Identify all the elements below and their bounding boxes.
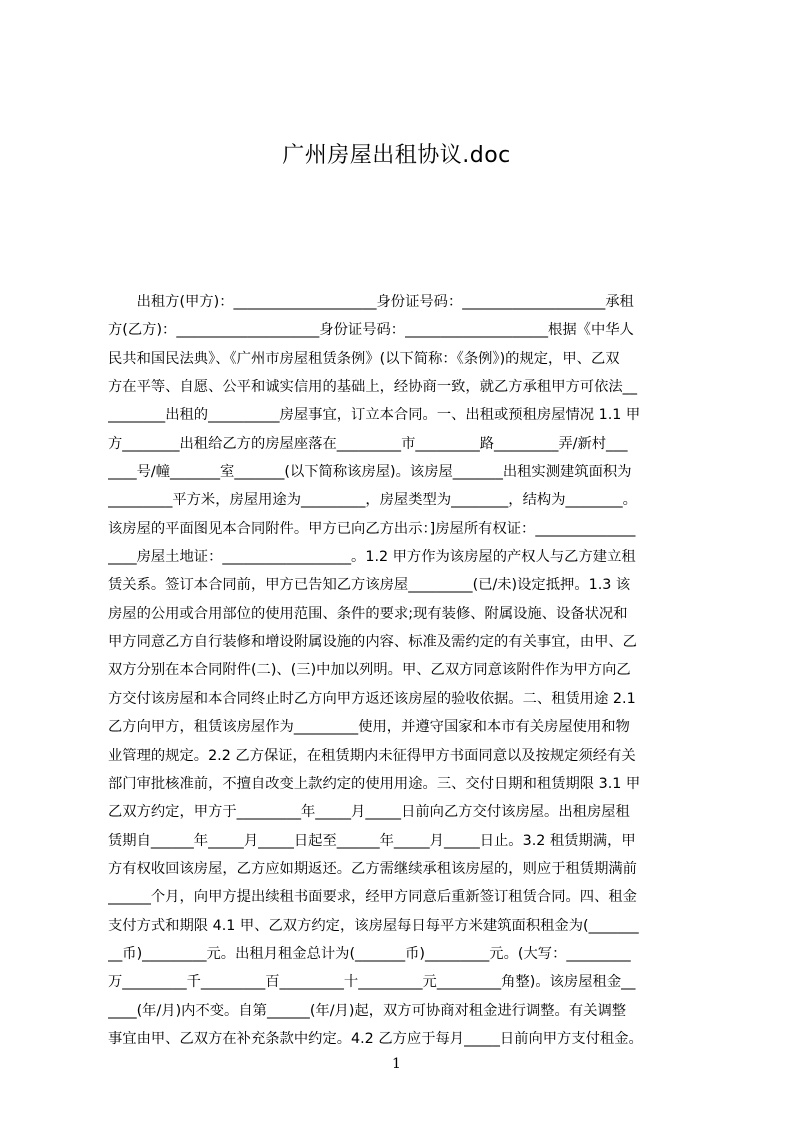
body-line: ____(年/月)内不变。自第______(年/月)起，双方可协商对租金进行调整。有关调整 bbox=[108, 1002, 627, 1019]
body-line: 双方分别在本合同附件(二)、(三)中加以列明。甲、乙双方同意该附件作为甲方向乙 bbox=[108, 662, 631, 679]
body-line: 万_________千_________百_________十_________元_________角整)。该房屋租金__ bbox=[108, 974, 636, 991]
body-line: ____房屋土地证：__________________。1.2 甲方作为该房屋的产权人与乙方建立租 bbox=[108, 549, 636, 566]
body-line: 民共和国民法典》、《广州市房屋租赁条例》(以下简称：《条例》)的规定，甲、乙双 bbox=[108, 350, 620, 367]
body-line: ____号/幢_______室_______(以下简称该房屋)。该房屋_______出租实测建筑面积为 bbox=[108, 464, 632, 481]
body-line: 事宜由甲、乙双方在补充条款中约定。4.2 乙方应于每月_____日前向甲方支付租金。 bbox=[108, 1030, 643, 1047]
body-line: 乙方向甲方，租赁该房屋作为_________使用，并遵守国家和本市有关房屋使用和物 bbox=[108, 719, 630, 736]
body-line: 支付方式和期限 4.1 甲、乙双方约定，该房屋每日每平方米建筑面积租金为(_______ bbox=[108, 917, 639, 934]
document-title: 广州房屋出租协议.doc bbox=[282, 143, 511, 168]
body-line: __币)_________元。出租月租金总计为(_______币)_________元。(大写：_________ bbox=[108, 945, 631, 962]
body-line: ________出租的__________房屋事宜，订立本合同。一、出租或预租房屋情况 1.1 甲 bbox=[108, 407, 641, 424]
body-line: 乙双方约定，甲方于_________年_____月_____日前向乙方交付该房屋。出租房屋租 bbox=[108, 804, 630, 821]
body-line: 赁关系。签订本合同前，甲方已告知乙方该房屋_________(已/未)设定抵押。1.3 该 bbox=[108, 577, 631, 594]
page-number: 1 bbox=[392, 1056, 401, 1072]
body-line: 方(乙方)：____________________身份证号码：____________________根据《中华人 bbox=[108, 322, 634, 339]
body-line: 方交付该房屋和本合同终止时乙方向甲方返还该房屋的验收依据。二、租赁用途 2.1 bbox=[108, 690, 636, 707]
body-line: 该房屋的平面图见本合同附件。甲方已向乙方出示：]房屋所有权证：______________ bbox=[108, 520, 636, 537]
document-body bbox=[108, 288, 698, 1053]
body-line: 部门审批核准前，不擅自改变上款约定的使用用途。三、交付日期和租赁期限 3.1 甲 bbox=[108, 775, 641, 792]
body-line: 方________出租给乙方的房屋座落在_________市_________路_________弄/新村___ bbox=[108, 435, 628, 452]
body-line: 赁期自______年_____月_____日起至______年_____月_____日止。3.2 租赁期满，甲 bbox=[108, 832, 636, 849]
body-line: 甲方同意乙方自行装修和增设附属设施的内容、标准及需约定的有关事宜，由甲、乙 bbox=[108, 634, 637, 651]
body-line: _________平方米，房屋用途为_________，房屋类型为________，结构为________。 bbox=[108, 492, 637, 509]
body-line: 出租方(甲方)：____________________身份证号码：____________________承租 bbox=[108, 294, 634, 310]
body-line: 业管理的规定。2.2 乙方保证，在租赁期内未征得甲方书面同意以及按规定须经有关 bbox=[108, 747, 636, 764]
body-line: 房屋的公用或合用部位的使用范围、条件的要求;现有装修、附属设施、设备状况和 bbox=[108, 605, 628, 622]
body-line: ______个月，向甲方提出续租书面要求，经甲方同意后重新签订租赁合同。四、租金 bbox=[108, 889, 637, 906]
body-line: 方在平等、自愿、公平和诚实信用的基础上，经协商一致，就乙方承租甲方可依法__ bbox=[108, 379, 637, 396]
body-line: 方有权收回该房屋，乙方应如期返还。乙方需继续承租该房屋的，则应于租赁期满前 bbox=[108, 860, 637, 877]
